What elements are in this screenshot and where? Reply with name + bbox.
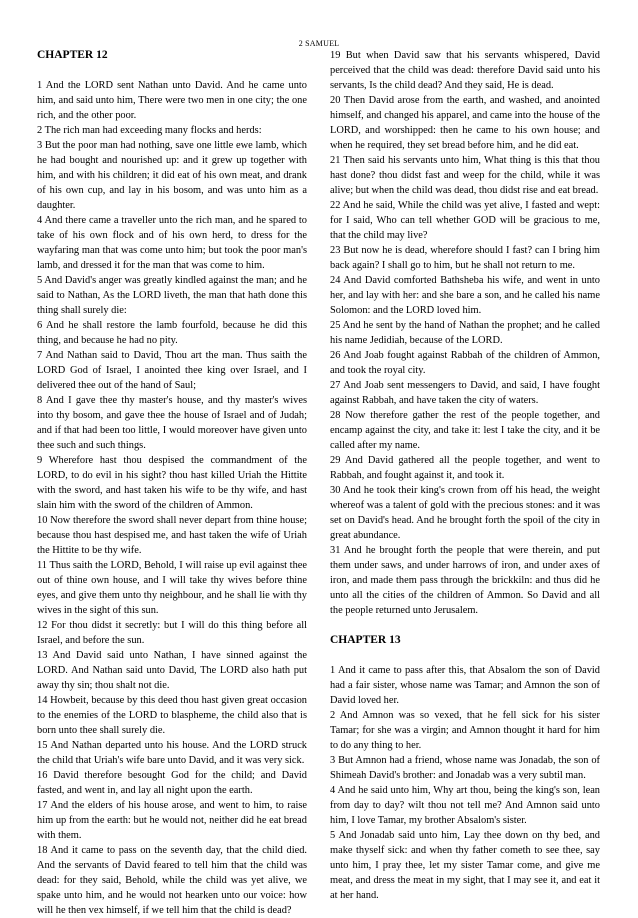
verse: 11 Thus saith the LORD, Behold, I will raise up evil against thee out of thine own house, and I will take thy wives before thine eyes, and give them unto thy neighbour, and he shall lie with thy wives in the sight of this sun.	[37, 560, 307, 616]
verse: 10 Now therefore the sword shall never depart from thine house; because thou hast despised me, and hast taken the wife of Uriah the Hittite to be thy wife.	[37, 515, 307, 556]
verse: 25 And he sent by the hand of Nathan the prophet; and he called his name Jedidiah, because of the LORD.	[330, 320, 600, 346]
verse: 28 Now therefore gather the rest of the people together, and encamp against the city, and take it: lest I take the city, and it be called after my name.	[330, 410, 600, 451]
verse: 12 For thou didst it secretly: but I will do this thing before all Israel, and before the sun.	[37, 620, 307, 646]
chapter-heading: CHAPTER 12	[37, 49, 108, 61]
verse: 3 But Amnon had a friend, whose name was Jonadab, the son of Shimeah David's brother: and Jonadab was a very subtil man.	[330, 755, 600, 781]
verse: 9 Wherefore hast thou despised the commandment of the LORD, to do evil in his sight? thou hast killed Uriah the Hittite with the sword, and hast taken his wife to be thy wife, and hast slain him with the sword of the children of Ammon.	[37, 455, 307, 511]
verse: 20 Then David arose from the earth, and washed, and anointed himself, and changed his apparel, and came into the house of the LORD, and worshipped: then he came to his own house; and when he required, they set bread before him, and he did eat.	[330, 95, 600, 151]
verse: 14 Howbeit, because by this deed thou hast given great occasion to the enemies of the LORD to blaspheme, the child also that is born unto thee shall surely die.	[37, 695, 307, 736]
verse: 5 And Jonadab said unto him, Lay thee down on thy bed, and make thyself sick: and when thy father cometh to see thee, say unto him, I pray thee, let my sister Tamar come, and give me meat, and dress the meat in my sight, that I may see it, and eat it at her hand.	[330, 830, 600, 901]
verse: 15 And Nathan departed unto his house. And the LORD struck the child that Uriah's wife bare unto David, and it was very sick.	[37, 740, 307, 766]
verse: 22 And he said, While the child was yet alive, I fasted and wept: for I said, Who can tell whether GOD will be gracious to me, that the child may live?	[330, 200, 600, 241]
chapter-heading: CHAPTER 13	[330, 634, 401, 646]
left-column	[37, 48, 307, 918]
verse: 31 And he brought forth the people that were therein, and put them under saws, and under harrows of iron, and under axes of iron, and made them pass through the brickkiln: and thus did he unto all the cities of the children of Ammon. So David and all the people returned unto Jerusalem.	[330, 545, 600, 616]
verse: 13 And David said unto Nathan, I have sinned against the LORD. And Nathan said unto David, The LORD also hath put away thy sin; thou shalt not die.	[37, 650, 307, 691]
verse: 1 And the LORD sent Nathan unto David. And he came unto him, and said unto him, There were two men in one city; the one rich, and the other poor.	[37, 80, 307, 121]
verse: 8 And I gave thee thy master's house, and thy master's wives into thy bosom, and gave thee the house of Israel and of Judah; and if that had been too little, I would moreover have given unto thee such and such things.	[37, 395, 307, 451]
verse: 6 And he shall restore the lamb fourfold, because he did this thing, and because he had no pity.	[37, 320, 307, 346]
verse: 21 Then said his servants unto him, What thing is this that thou hast done? thou didst fast and weep for the child, while it was alive; but when the child was dead, thou didst rise and eat bread.	[330, 155, 600, 196]
verse: 5 And David's anger was greatly kindled against the man; and he said to Nathan, As the LORD liveth, the man that hath done this thing shall surely die:	[37, 275, 307, 316]
verse: 23 But now he is dead, wherefore should I fast? can I bring him back again? I shall go to him, but he shall not return to me.	[330, 245, 600, 271]
verse: 2 And Amnon was so vexed, that he fell sick for his sister Tamar; for she was a virgin; and Amnon thought it hard for him to do any thing to her.	[330, 710, 600, 751]
verse: 17 And the elders of his house arose, and went to him, to raise him up from the earth: but he would not, neither did he eat bread with them.	[37, 800, 307, 841]
verse: 24 And David comforted Bathsheba his wife, and went in unto her, and lay with her: and she bare a son, and he called his name Solomon: and the LORD loved him.	[330, 275, 600, 316]
verse: 19 But when David saw that his servants whispered, David perceived that the child was dead: therefore David said unto his servants, Is the child dead? And they said, He is dead.	[330, 50, 600, 91]
verse: 26 And Joab fought against Rabbah of the children of Ammon, and took the royal city.	[330, 350, 600, 376]
verse: 7 And Nathan said to David, Thou art the man. Thus saith the LORD God of Israel, I anointed thee king over Israel, and I delivered thee out of the hand of Saul;	[37, 350, 307, 391]
verse: 29 And David gathered all the people together, and went to Rabbah, and fought against it, and took it.	[330, 455, 600, 481]
verse: 30 And he took their king's crown from off his head, the weight whereof was a talent of gold with the precious stones: and it was set on David's head. And he brought forth the spoil of the city in great abundance.	[330, 485, 600, 541]
verse: 18 And it came to pass on the seventh day, that the child died. And the servants of David feared to tell him that the child was dead: for they said, Behold, while the child was yet alive, we spake unto him, and he would not hearken unto our voice: how will he then vex himself, if we tell him that the child is dead?	[37, 845, 307, 916]
verse: 3 But the poor man had nothing, save one little ewe lamb, which he had bought and nourished up: and it grew up together with him, and with his children; it did eat of his own meat, and drank of his own cup, and lay in his bosom, and was unto him as a daughter.	[37, 140, 307, 211]
verse: 16 David therefore besought God for the child; and David fasted, and went in, and lay all night upon the earth.	[37, 770, 307, 796]
verse: 4 And there came a traveller unto the rich man, and he spared to take of his own flock and of his own herd, to dress for the wayfaring man that was come unto him; but took the poor man's lamb, and dressed it for the man that was come to him.	[37, 215, 307, 271]
verse: 1 And it came to pass after this, that Absalom the son of David had a fair sister, whose name was Tamar; and Amnon the son of David loved her.	[330, 665, 600, 706]
verse: 2 The rich man had exceeding many flocks and herds:	[37, 125, 262, 136]
verse: 27 And Joab sent messengers to David, and said, I have fought against Rabbah, and have taken the city of waters.	[330, 380, 600, 406]
running-head: 2 SAMUEL	[298, 39, 340, 48]
verse: 4 And he said unto him, Why art thou, being the king's son, lean from day to day? wilt thou not tell me? And Amnon said unto him, I love Tamar, my brother Absalom's sister.	[330, 785, 600, 826]
right-column	[330, 48, 600, 903]
